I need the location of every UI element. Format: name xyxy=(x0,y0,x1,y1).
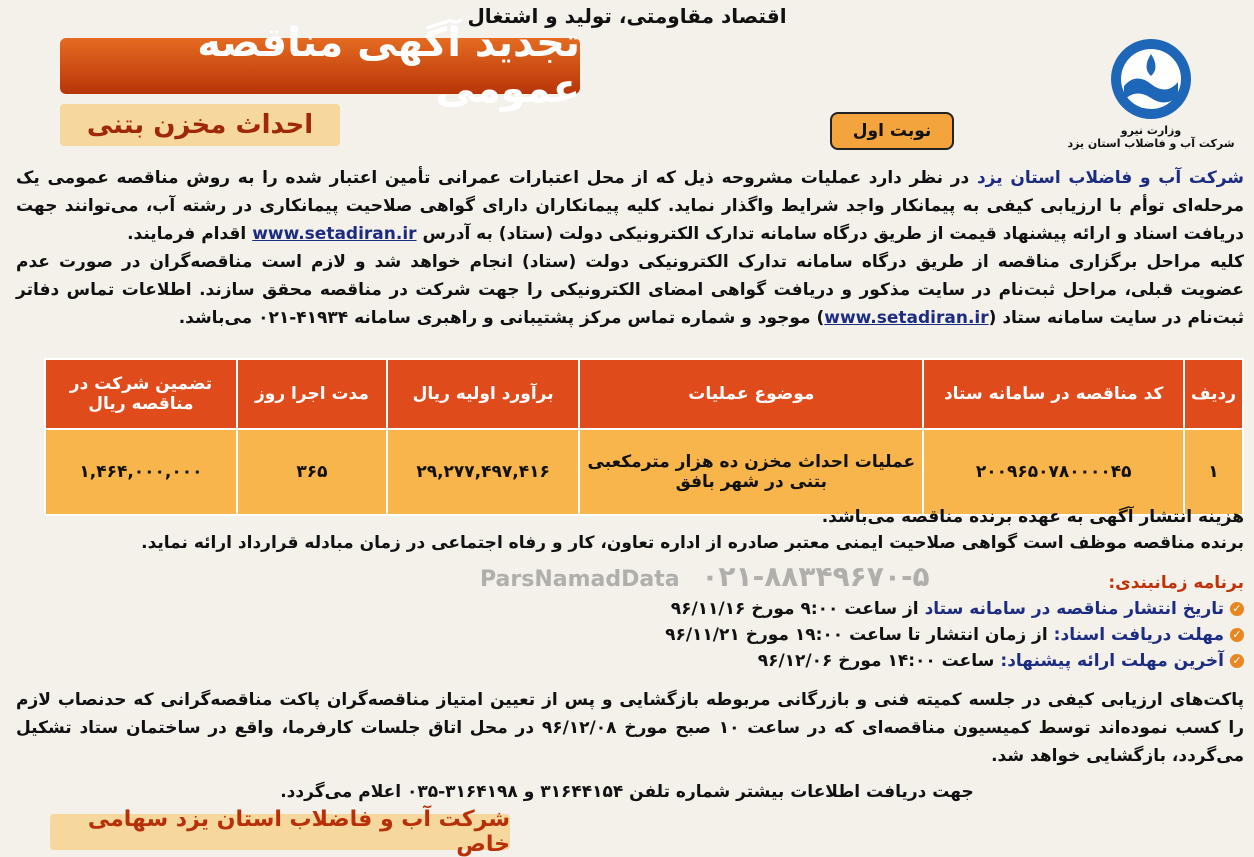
company-logo xyxy=(1066,34,1236,164)
col-subject: موضوع عملیات xyxy=(579,359,923,429)
watermark-number: ۰۲۱-۸۸۳۴۹۶۷۰-۵ xyxy=(701,560,930,593)
intro-paragraph-2b: ) موجود و شماره تماس مرکز پشتیبانی و راهبری سامانه ۴۱۹۳۴-۰۲۱ می‌باشد. xyxy=(178,308,825,328)
cell-duration: ۳۶۵ xyxy=(237,429,387,515)
cell-num: ۱ xyxy=(1184,429,1243,515)
schedule-item xyxy=(16,596,1244,622)
col-duration: مدت اجرا روز xyxy=(237,359,387,429)
setad-link-2[interactable]: www.setadiran.ir xyxy=(824,308,989,328)
table-header-row xyxy=(45,359,1243,429)
schedule xyxy=(16,570,1244,674)
page-subtitle: احداث مخزن بتنی xyxy=(60,104,340,146)
intro-paragraph-1b: اقدام فرمایند. xyxy=(127,224,247,244)
cell-guarantee: ۱,۴۶۴,۰۰۰,۰۰۰ xyxy=(45,429,237,515)
schedule-title: برنامه زمانبندی: xyxy=(1108,573,1244,593)
watermark-brand: ParsNamadData xyxy=(480,567,680,592)
col-code: کد مناقصه در سامانه ستاد xyxy=(923,359,1183,429)
intro-company: شرکت آب و فاضلاب استان یزد xyxy=(976,168,1244,188)
closing-paragraph: پاکت‌های ارزیابی کیفی در جلسه کمیته فنی و بازرگانی مربوطه بازگشایی و پس از تعیین امتیاز مناقصه‌گران پاکت مناقصه‌گرانی که حدنصاب لازم را کسب نموده‌اند توسط کمیسیون مناقصه‌ای که در ساعت ۱۰ صبح مورخ ۹۶/۱۲/۰۸ در محل اتاق جلسات کارفرما، واقع در ساختمان ستاد تشکیل می‌گردد، بازگشایی خواهد شد. xyxy=(16,690,1244,766)
schedule-label: آخرین مهلت ارائه پیشنهاد: xyxy=(1000,651,1224,671)
issue-badge: نوبت اول xyxy=(830,112,954,150)
schedule-label: مهلت دریافت اسناد: xyxy=(1053,625,1224,645)
schedule-item xyxy=(16,622,1244,648)
schedule-value: از زمان انتشار تا ساعت ۱۹:۰۰ مورخ ۹۶/۱۱/۲۱ xyxy=(665,625,1048,645)
table-row xyxy=(45,429,1243,515)
note-safety: برنده مناقصه موظف است گواهی صلاحیت ایمنی معتبر صادره از اداره تعاون، کار و رفاه اجتماعی در زمان مبادله قرارداد ارائه نماید. xyxy=(141,533,1244,553)
logo-ministry: وزارت نیرو xyxy=(1120,124,1182,137)
note-ad-cost: هزینه انتشار آگهی به عهده برنده مناقصه می‌باشد. xyxy=(821,507,1244,527)
page-title: تجدید آگهی مناقصه عمومی xyxy=(60,38,580,94)
check-icon: ✓ xyxy=(1230,602,1244,616)
footer-company: شرکت آب و فاضلاب استان یزد سهامی خاص xyxy=(50,814,510,850)
cell-estimate: ۲۹,۲۷۷,۴۹۷,۴۱۶ xyxy=(387,429,579,515)
intro-paragraph-2a: کلیه مراحل برگزاری مناقصه از طریق درگاه سامانه تدارک الکترونیکی دولت (ستاد) انجام خواهد شد و لازم است مناقصه‌گران در صورت عدم عضویت قبلی، مراحل ثبت‌نام در سایت مذکور و دریافت گواهی امضای الکترونیکی را جهت شرکت در مناقصه محقق سازند. اطلاعات تماس دفاتر ثبت‌نام در سایت سامانه ستاد ( xyxy=(16,252,1244,328)
operations-table xyxy=(44,358,1244,516)
water-drop-logo-icon xyxy=(1106,34,1196,124)
contact-line: جهت دریافت اطلاعات بیشتر شماره تلفن ۳۱۶۴۴۱۵۴ و ۳۱۶۴۱۹۸-۰۳۵ اعلام می‌گردد. xyxy=(280,782,974,802)
schedule-value: ساعت ۱۴:۰۰ مورخ ۹۶/۱۲/۰۶ xyxy=(757,651,995,671)
schedule-value: از ساعت ۹:۰۰ مورخ ۹۶/۱۱/۱۶ xyxy=(670,599,919,619)
setad-link[interactable]: www.setadiran.ir xyxy=(252,224,417,244)
col-guarantee: تضمین شرکت در مناقصه ریال xyxy=(45,359,237,429)
header-slogan: اقتصاد مقاومتی، تولید و اشتغال xyxy=(467,4,787,28)
logo-company: شرکت آب و فاضلاب استان یزد xyxy=(1067,137,1235,150)
notes xyxy=(16,504,1244,556)
intro-paragraph-1a: در نظر دارد عملیات مشروحه ذیل که از محل اعتبارات عمرانی تأمین اعتبار شده را به روش مناقصه عمومی یک مرحله‌ای توأم با ارزیابی کیفی به پیمانکار واجد شرایط واگذار نماید. کلیه پیمانکاران دارای گواهی صلاحیت پیمانکاری در رشته آب، می‌توانند جهت دریافت اسناد و ارائه پیشنهاد قیمت از طریق درگاه سامانه تدارک الکترونیکی دولت (ستاد) به آدرس xyxy=(16,168,1244,244)
col-num: ردیف xyxy=(1184,359,1243,429)
schedule-item xyxy=(16,648,1244,674)
intro-text xyxy=(16,164,1244,332)
cell-code: ۲۰۰۹۶۵۰۷۸۰۰۰۰۴۵ xyxy=(923,429,1183,515)
check-icon: ✓ xyxy=(1230,654,1244,668)
col-estimate: برآورد اولیه ریال xyxy=(387,359,579,429)
schedule-label: تاریخ انتشار مناقصه در سامانه ستاد xyxy=(924,599,1224,619)
check-icon: ✓ xyxy=(1230,628,1244,642)
cell-subject: عملیات احداث مخزن ده هزار مترمکعبی بتنی در شهر بافق xyxy=(579,429,923,515)
